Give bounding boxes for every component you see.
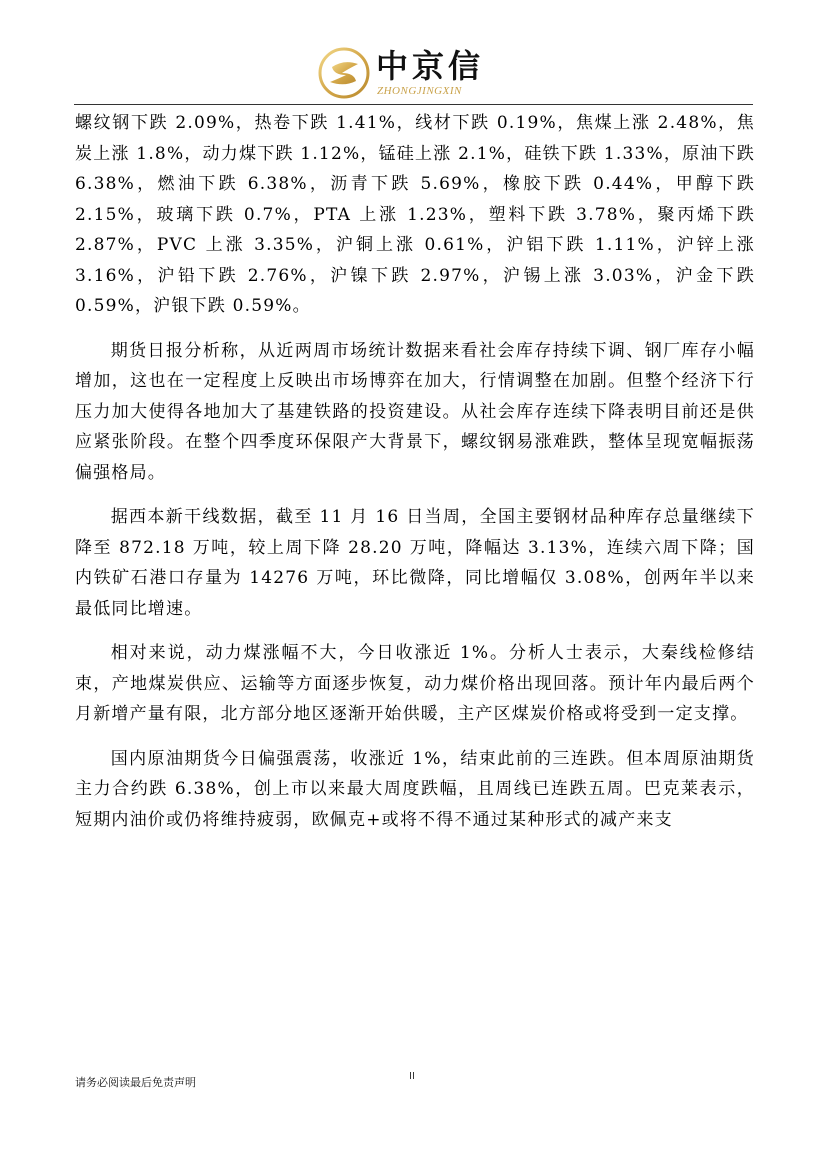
paragraph-futures-changes: 螺纹钢下跌 2.09%，热卷下跌 1.41%，线材下跌 0.19%，焦煤上涨 2.48%，焦炭上涨 1.8%，动力煤下跌 1.12%，锰硅上涨 2.1%，硅铁下跌 1.33%，原油下跌 6.38%，燃油下跌 6.38%，沥青下跌 5.69%，橡胶下跌 0.44%，甲醇下跌 2.15%，玻璃下跌 0.7%，PTA 上涨 1.23%，塑料下跌 3.78%，聚丙烯下跌 2.87%，PVC 上涨 3.35%，沪铜上涨 0.61%，沪铝下跌 1.11%，沪锌上涨 3.16%，沪铅下跌 2.76%，沪镍下跌 2.97%，沪锡上涨 3.03%，沪金下跌 0.59%，沪银下跌 0.59%。	[75, 113, 755, 316]
logo-chinese-name: 中京信	[376, 47, 485, 85]
logo-english-name: ZHONGJINGXIN	[377, 85, 462, 97]
paragraph-inventory-data: 据西本新干线数据，截至 11 月 16 日当周，全国主要钢材品种库存总量继续下降至 872.18 万吨，较上周下降 28.20 万吨，降幅达 3.13%，连续六周下降；国内铁矿石港口存量为 14276 万吨，环比微降，同比增幅仅 3.08%，创两年半以来最低同比增速。	[75, 507, 755, 619]
paragraph-thermal-coal: 相对来说，动力煤涨幅不大，今日收涨近 1%。分析人士表示，大秦线检修结束，产地煤炭供应、运输等方面逐步恢复，动力煤价格出现回落。预计年内最后两个月新增产量有限，北方部分地区逐渐开始供暖，主产区煤炭价格或将受到一定支撑。	[75, 643, 755, 724]
page-header	[0, 0, 827, 110]
paragraph-futures-analysis: 期货日报分析称，从近两周市场统计数据来看社会库存持续下调、钢厂库存小幅增加，这也在一定程度上反映出市场博弈在加大，行情调整在加剧。但整个经济下行压力加大使得各地加大了基建铁路的投资建设。从社会库存连续下降表明目前还是供应紧张阶段。在整个四季度环保限产大背景下，螺纹钢易涨难跌，整体呈现宽幅振荡偏强格局。	[75, 340, 755, 483]
header-divider	[74, 104, 753, 105]
disclaimer-note: 请务必阅读最后免责声明	[75, 1076, 196, 1089]
document-body	[75, 108, 755, 849]
page-number: II	[409, 1071, 415, 1082]
company-logo-icon	[318, 47, 370, 99]
paragraph-crude-oil: 国内原油期货今日偏强震荡，收涨近 1%，结束此前的三连跌。但本周原油期货主力合约跌 6.38%，创上市以来最大周度跌幅，且周线已连跌五周。巴克莱表示，短期内油价或仍将维持疲弱，欧佩克+或将不得不通过某种形式的减产来支	[75, 748, 755, 830]
